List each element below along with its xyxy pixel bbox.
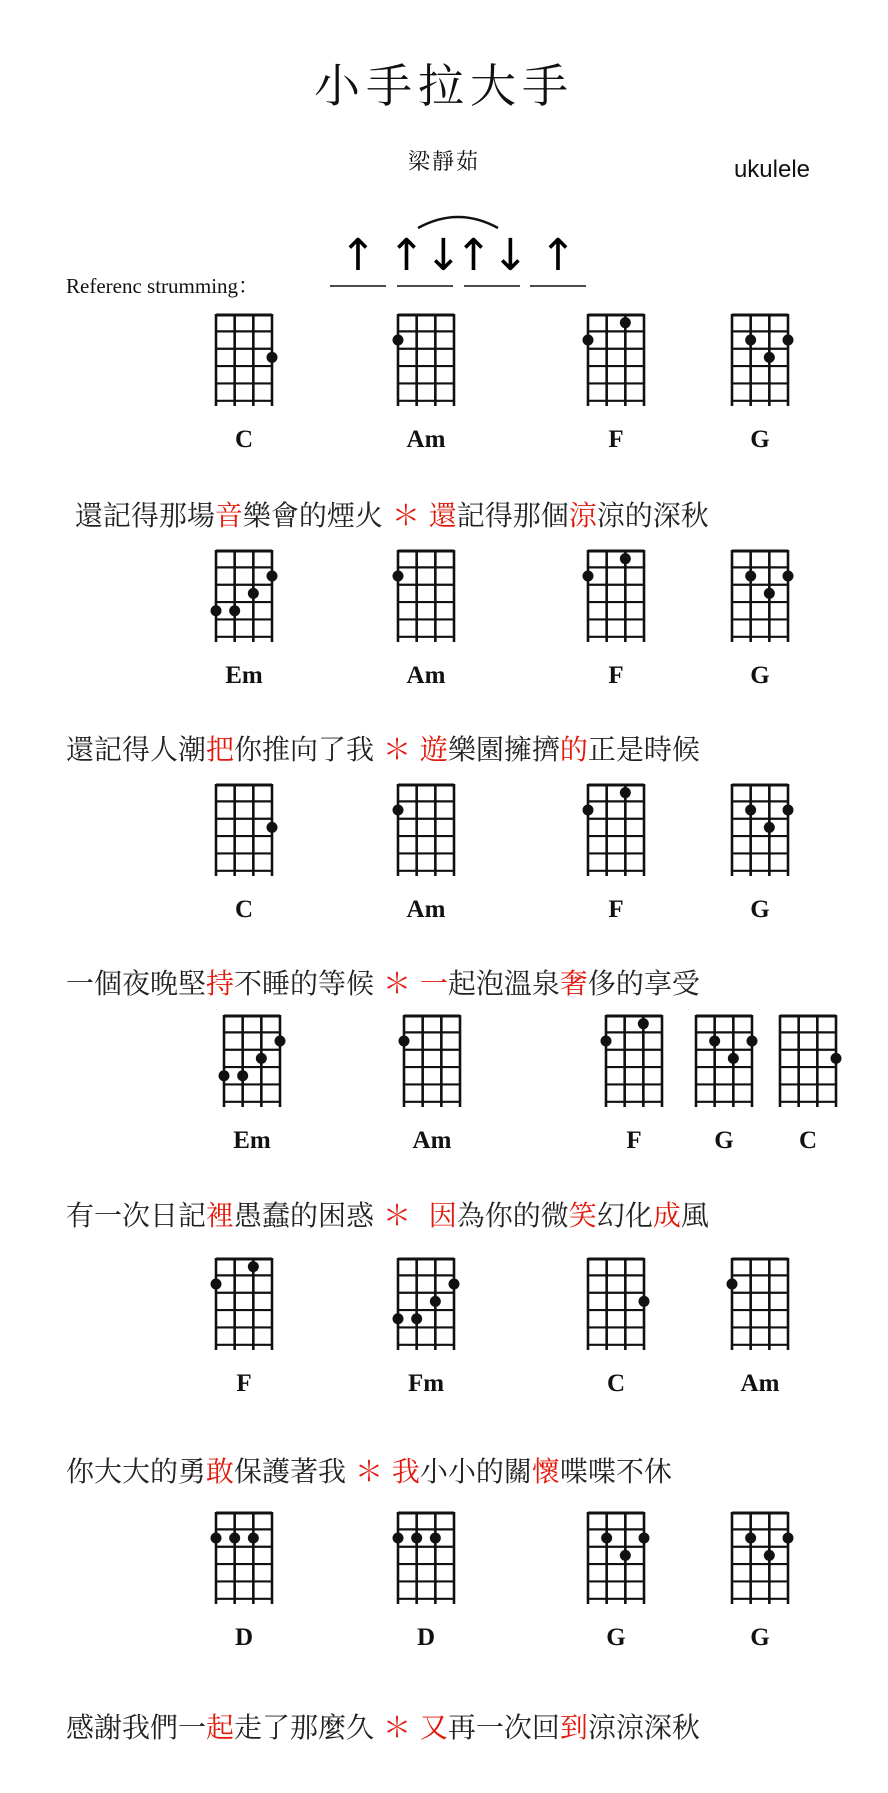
chord-name: C: [798, 1127, 818, 1154]
fretboard: [218, 1013, 286, 1111]
lyric-text: 為你的微: [456, 1199, 569, 1232]
highlighted-lyric: 裡: [206, 1199, 235, 1232]
fretboard: [392, 1256, 460, 1354]
finger-dot: [745, 571, 756, 582]
lyric-text: [411, 1199, 429, 1232]
chord-diagram-g: [726, 1510, 794, 1608]
lyric-text: 樂會的煙火: [242, 499, 392, 532]
chord-name: C: [234, 426, 254, 453]
finger-dot: [745, 1533, 756, 1544]
finger-dot: [248, 1261, 259, 1272]
chord-diagram-f: [582, 548, 650, 646]
finger-dot: [601, 1036, 612, 1047]
finger-dot: [764, 1550, 775, 1561]
lyric-text: 涼涼深秋: [587, 1711, 700, 1744]
highlighted-lyric: 還: [428, 499, 457, 532]
lyric-text: 你推向了我: [234, 733, 383, 766]
chord-diagram-g: [582, 1510, 650, 1608]
fretboard: [210, 1256, 278, 1354]
strumming-pattern: [330, 210, 590, 290]
chord-name: Em: [225, 662, 263, 689]
highlighted-lyric: ＊: [354, 1455, 383, 1488]
strum-stroke-3: ↑↓: [455, 230, 529, 281]
fretboard: [582, 548, 650, 646]
highlighted-lyric: 笑: [568, 1199, 597, 1232]
finger-dot: [248, 588, 259, 599]
lyric-text: 不睡的等候: [234, 967, 383, 1000]
finger-dot: [747, 1036, 758, 1047]
finger-dot: [267, 571, 278, 582]
highlighted-lyric: 起: [206, 1711, 235, 1744]
fretboard: [582, 1510, 650, 1608]
fretboard: [210, 548, 278, 646]
finger-dot: [430, 1533, 441, 1544]
finger-dot: [783, 805, 794, 816]
finger-dot: [639, 1296, 650, 1307]
finger-dot: [727, 1279, 738, 1290]
chord-name: G: [750, 426, 770, 453]
lyric-text: 風: [680, 1199, 709, 1232]
chord-diagram-am: [392, 548, 460, 646]
finger-dot: [229, 605, 240, 616]
highlighted-lyric: ＊: [382, 1711, 411, 1744]
chord-diagram-em: [210, 548, 278, 646]
lyric-text: 有一次日記: [66, 1199, 207, 1232]
chord-name: D: [234, 1624, 254, 1651]
lyric-text: 小小的關: [419, 1455, 532, 1488]
chord-name: D: [416, 1624, 436, 1651]
finger-dot: [211, 605, 222, 616]
chord-diagram-am: [392, 782, 460, 880]
finger-dot: [709, 1036, 720, 1047]
finger-dot: [430, 1296, 441, 1307]
chord-diagram-f: [582, 782, 650, 880]
lyric-text: 保護著我: [234, 1455, 355, 1488]
chord-name: Am: [406, 426, 446, 453]
chord-diagram-f: [600, 1013, 668, 1111]
finger-dot: [211, 1533, 222, 1544]
fretboard: [210, 312, 278, 410]
chord-diagram-c: [582, 1256, 650, 1354]
chord-name: F: [608, 896, 624, 923]
chord-name: G: [750, 662, 770, 689]
instrument-label: ukulele: [733, 156, 810, 183]
chord-name: G: [750, 896, 770, 923]
lyric-text: 幻化: [596, 1199, 653, 1232]
chord-diagram-em: [218, 1013, 286, 1111]
finger-dot: [783, 1533, 794, 1544]
tie-arc: [418, 217, 498, 228]
fretboard: [726, 548, 794, 646]
song-title: 小手拉大手: [314, 59, 574, 113]
finger-dot: [399, 1036, 410, 1047]
finger-dot: [831, 1053, 842, 1064]
finger-dot: [620, 317, 631, 328]
finger-dot: [393, 1533, 404, 1544]
finger-dot: [583, 571, 594, 582]
finger-dot: [639, 1533, 650, 1544]
chord-name: C: [234, 896, 254, 923]
highlighted-lyric: ＊: [382, 1199, 411, 1232]
lyric-line: [66, 494, 709, 534]
lyric-text: 你大大的勇: [66, 1455, 207, 1488]
chord-diagram-c: [210, 312, 278, 410]
lyric-text: 愚蠢的困惑: [234, 1199, 383, 1232]
lyric-text: 記得那個: [456, 499, 569, 532]
chord-diagram-d: [392, 1510, 460, 1608]
fretboard: [690, 1013, 758, 1111]
finger-dot: [267, 352, 278, 363]
finger-dot: [237, 1070, 248, 1081]
chord-name: Am: [740, 1370, 780, 1397]
lyric-text: 樂園擁擠: [447, 733, 560, 766]
lyric-text: 涼的深秋: [596, 499, 709, 532]
fretboard: [210, 782, 278, 880]
finger-dot: [449, 1279, 460, 1290]
lyric-text: [411, 967, 420, 1000]
finger-dot: [411, 1533, 422, 1544]
finger-dot: [267, 822, 278, 833]
finger-dot: [393, 571, 404, 582]
finger-dot: [764, 352, 775, 363]
fretboard: [582, 1256, 650, 1354]
lyric-text: 再一次回: [447, 1711, 560, 1744]
lyric-text: 起泡溫泉: [447, 967, 560, 1000]
chord-diagram-am: [726, 1256, 794, 1354]
highlighted-lyric: ＊: [391, 499, 420, 532]
fretboard: [392, 782, 460, 880]
finger-dot: [275, 1036, 286, 1047]
chord-diagram-g: [726, 782, 794, 880]
finger-dot: [219, 1070, 230, 1081]
fretboard: [726, 782, 794, 880]
finger-dot: [583, 805, 594, 816]
highlighted-lyric: 成: [652, 1199, 681, 1232]
highlighted-lyric: 涼: [568, 499, 597, 532]
finger-dot: [764, 588, 775, 599]
highlighted-lyric: ＊: [382, 967, 411, 1000]
fretboard: [582, 782, 650, 880]
finger-dot: [211, 1279, 222, 1290]
chord-name: Am: [406, 896, 446, 923]
chord-diagram-g: [690, 1013, 758, 1111]
highlighted-lyric: 持: [206, 967, 235, 1000]
fretboard: [600, 1013, 668, 1111]
highlighted-lyric: 音: [214, 499, 243, 532]
highlighted-lyric: 的: [559, 733, 588, 766]
highlighted-lyric: 又: [419, 1711, 448, 1744]
strum-stroke-2: ↑↓: [388, 230, 462, 281]
chord-name: F: [236, 1370, 252, 1397]
lyric-line: [66, 1450, 672, 1490]
chord-diagram-g: [726, 312, 794, 410]
lyric-line: [66, 962, 700, 1002]
finger-dot: [411, 1313, 422, 1324]
chord-name: G: [714, 1127, 734, 1154]
fretboard: [774, 1013, 842, 1111]
lyric-text: [420, 499, 429, 532]
fretboard: [210, 1510, 278, 1608]
finger-dot: [229, 1533, 240, 1544]
chord-name: C: [606, 1370, 626, 1397]
finger-dot: [620, 553, 631, 564]
lyric-text: 還記得人潮: [66, 733, 207, 766]
finger-dot: [248, 1533, 259, 1544]
finger-dot: [745, 805, 756, 816]
highlighted-lyric: 遊: [419, 733, 448, 766]
lyric-text: 走了那麼久: [234, 1711, 383, 1744]
finger-dot: [393, 805, 404, 816]
lyric-text: 感謝我們一: [66, 1711, 207, 1744]
strumming-label: Referenc strumming：: [66, 274, 260, 298]
finger-dot: [620, 1550, 631, 1561]
highlighted-lyric: 懷: [531, 1455, 560, 1488]
chord-diagram-d: [210, 1510, 278, 1608]
highlighted-lyric: 奢: [559, 967, 588, 1000]
lyric-text: 侈的享受: [587, 967, 700, 1000]
lyric-text: [411, 733, 420, 766]
highlighted-lyric: 因: [428, 1199, 457, 1232]
finger-dot: [783, 571, 794, 582]
lyric-text: 一個夜晚堅: [66, 967, 207, 1000]
artist-name: 梁靜茹: [407, 150, 480, 175]
lyric-line: [66, 1706, 700, 1746]
chord-name: Am: [406, 662, 446, 689]
chord-diagram-f: [210, 1256, 278, 1354]
highlighted-lyric: 把: [206, 733, 235, 766]
highlighted-lyric: 到: [559, 1711, 588, 1744]
chord-diagram-am: [398, 1013, 466, 1111]
chord-name: Em: [233, 1127, 271, 1154]
chord-name: F: [626, 1127, 642, 1154]
chord-name: G: [606, 1624, 626, 1651]
lyric-text: 還記得那場: [66, 499, 215, 532]
chord-diagram-fm: [392, 1256, 460, 1354]
finger-dot: [583, 335, 594, 346]
chord-name: Fm: [407, 1370, 445, 1397]
lyric-text: [383, 1455, 392, 1488]
fretboard: [392, 312, 460, 410]
fretboard: [726, 312, 794, 410]
fretboard: [392, 1510, 460, 1608]
highlighted-lyric: 一: [419, 967, 448, 1000]
chord-name: F: [608, 662, 624, 689]
lyric-line: [66, 728, 700, 768]
finger-dot: [256, 1053, 267, 1064]
fretboard: [398, 1013, 466, 1111]
chord-diagram-am: [392, 312, 460, 410]
finger-dot: [728, 1053, 739, 1064]
fretboard: [582, 312, 650, 410]
chord-name: G: [750, 1624, 770, 1651]
finger-dot: [638, 1018, 649, 1029]
strum-stroke-4: ↑: [539, 230, 577, 281]
lyric-line: [66, 1194, 709, 1234]
chord-diagram-g: [726, 548, 794, 646]
highlighted-lyric: 敢: [206, 1455, 235, 1488]
finger-dot: [393, 1313, 404, 1324]
finger-dot: [393, 335, 404, 346]
finger-dot: [601, 1533, 612, 1544]
finger-dot: [745, 335, 756, 346]
lyric-text: [411, 1711, 420, 1744]
fretboard: [726, 1510, 794, 1608]
chord-name: F: [608, 426, 624, 453]
chord-diagram-f: [582, 312, 650, 410]
fretboard: [392, 548, 460, 646]
finger-dot: [783, 335, 794, 346]
fretboard: [726, 1256, 794, 1354]
finger-dot: [620, 787, 631, 798]
chord-diagram-c: [774, 1013, 842, 1111]
strum-stroke-1: ↑: [339, 230, 377, 281]
finger-dot: [764, 822, 775, 833]
chord-diagram-c: [210, 782, 278, 880]
lyric-text: 喋喋不休: [559, 1455, 672, 1488]
highlighted-lyric: ＊: [382, 733, 411, 766]
lyric-text: 正是時候: [587, 733, 700, 766]
highlighted-lyric: 我: [391, 1455, 420, 1488]
chord-name: Am: [412, 1127, 452, 1154]
